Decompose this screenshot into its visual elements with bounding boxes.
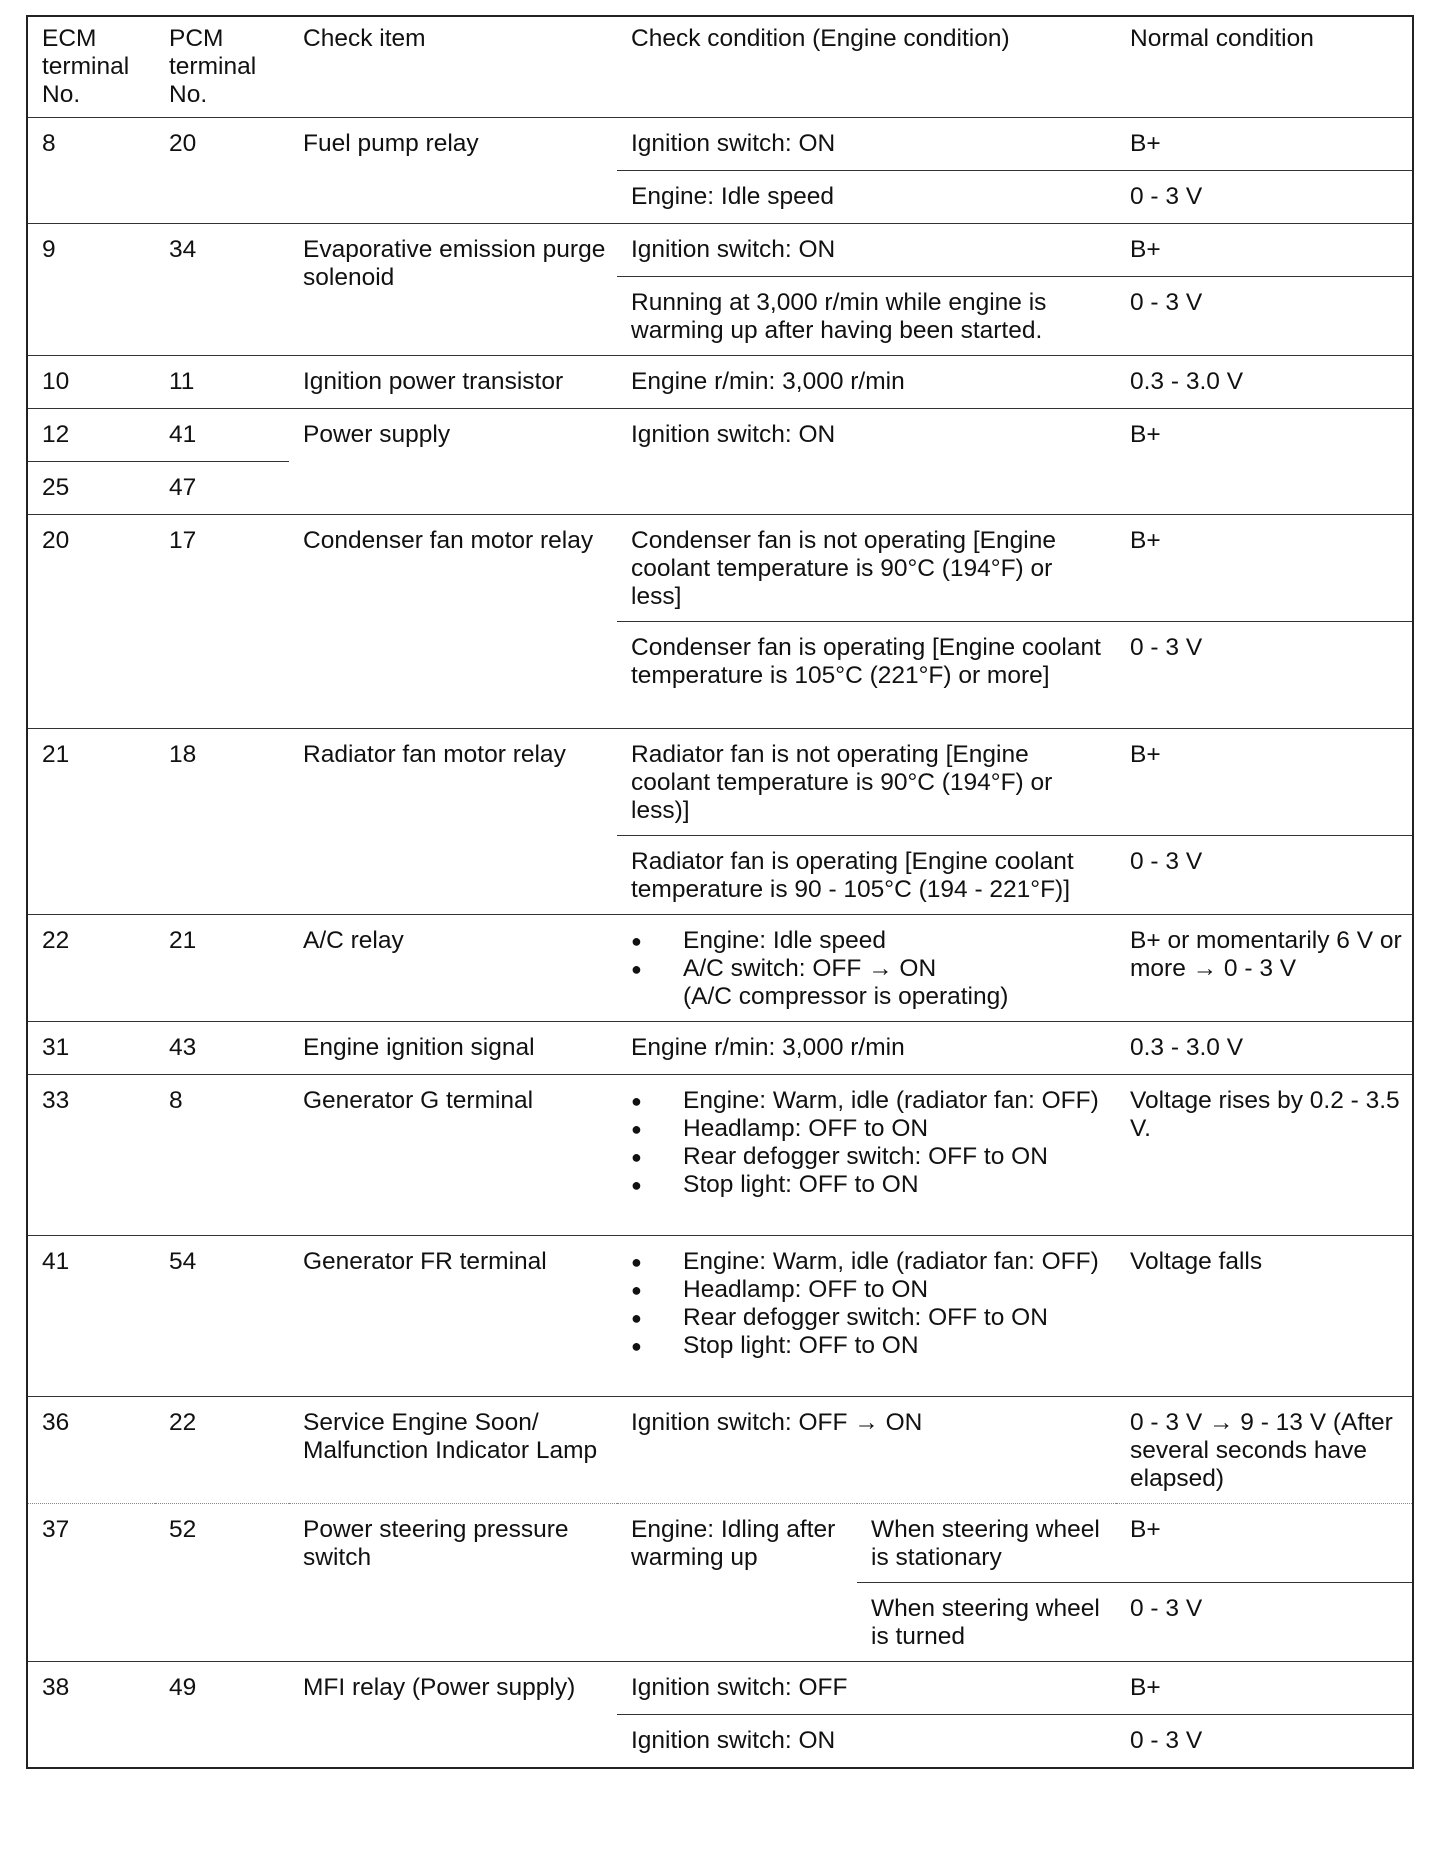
header-row [27, 16, 1413, 118]
condition-bullet-list [631, 927, 1106, 1011]
check-item: Evaporative emission purge solenoid [289, 224, 617, 356]
normal-condition: Voltage falls [1116, 1236, 1413, 1397]
table-row [27, 1662, 1413, 1715]
check-item: A/C relay [289, 915, 617, 1022]
ecm-terminal: 8 [27, 118, 155, 224]
condition-bullet: ● Headlamp: OFF to ON [631, 1276, 1106, 1304]
check-condition [617, 1075, 1116, 1236]
condition-bullet: ● Rear defogger switch: OFF to ON [631, 1304, 1106, 1332]
pcm-terminal: 41 [155, 409, 289, 462]
check-condition: Engine r/min: 3,000 r/min [617, 356, 1116, 409]
table-row [27, 118, 1413, 171]
ecm-terminal: 9 [27, 224, 155, 356]
table-row [27, 1236, 1413, 1397]
check-condition-main: Engine: Idling after warming up [617, 1504, 857, 1662]
pcm-terminal: 21 [155, 915, 289, 1022]
table-row [27, 729, 1413, 836]
pcm-terminal: 22 [155, 1397, 289, 1504]
condition-bullet [631, 955, 1106, 1011]
normal-condition: 0 - 3 V [1116, 622, 1413, 729]
pcm-terminal: 8 [155, 1075, 289, 1236]
check-condition: Ignition switch: ON [617, 409, 1116, 515]
table-row [27, 1075, 1413, 1236]
check-condition: Ignition switch: ON [617, 224, 1116, 277]
table-row [27, 915, 1413, 1022]
check-condition: Ignition switch: OFF → ON [617, 1397, 1116, 1504]
pcm-terminal: 49 [155, 1662, 289, 1769]
check-item: Generator FR terminal [289, 1236, 617, 1397]
ecm-terminal: 21 [27, 729, 155, 915]
pcm-terminal: 54 [155, 1236, 289, 1397]
header-pcm: PCM terminal No. [155, 16, 289, 118]
condition-bullet: ● Rear defogger switch: OFF to ON [631, 1143, 1106, 1171]
header-ecm: ECM terminal No. [27, 16, 155, 118]
normal-condition: B+ [1116, 515, 1413, 622]
pcm-terminal: 34 [155, 224, 289, 356]
check-item: Engine ignition signal [289, 1022, 617, 1075]
condition-bullet: ● Stop light: OFF to ON [631, 1332, 1106, 1360]
normal-condition: 0 - 3 V [1116, 1583, 1413, 1662]
check-condition: Ignition switch: OFF [617, 1662, 1116, 1715]
table-row [27, 1397, 1413, 1504]
check-item: Power steering pressure switch [289, 1504, 617, 1662]
ecm-terminal: 31 [27, 1022, 155, 1075]
normal-condition: 0 - 3 V [1116, 836, 1413, 915]
normal-condition: 0 - 3 V [1116, 171, 1413, 224]
normal-condition: B+ [1116, 118, 1413, 171]
terminal-check-table-page [26, 15, 1412, 1769]
normal-condition: B+ [1116, 409, 1413, 515]
condition-bullet: ● Engine: Warm, idle (radiator fan: OFF) [631, 1248, 1106, 1276]
terminal-check-table [26, 15, 1414, 1769]
pcm-terminal: 43 [155, 1022, 289, 1075]
normal-condition: Voltage rises by 0.2 - 3.5 V. [1116, 1075, 1413, 1236]
check-condition [617, 1236, 1116, 1397]
normal-condition: B+ [1116, 224, 1413, 277]
check-condition: Engine r/min: 3,000 r/min [617, 1022, 1116, 1075]
bullet-text: A/C switch: OFF → ON [683, 955, 937, 982]
header-check-condition: Check condition (Engine condition) [617, 16, 1116, 118]
check-condition: Condenser fan is operating [Engine coolant temperature is 105°C (221°F) or more] [617, 622, 1116, 729]
ecm-terminal: 22 [27, 915, 155, 1022]
table-row [27, 1504, 1413, 1583]
check-condition: Engine: Idle speed [617, 171, 1116, 224]
condition-bullet: ● Headlamp: OFF to ON [631, 1115, 1106, 1143]
normal-condition: B+ [1116, 1504, 1413, 1583]
check-condition [617, 915, 1116, 1022]
ecm-terminal: 36 [27, 1397, 155, 1504]
check-condition-sub: When steering wheel is turned [857, 1583, 1116, 1662]
check-item: Power supply [289, 409, 617, 515]
table-row [27, 224, 1413, 277]
header-normal-condition: Normal condition [1116, 16, 1413, 118]
table-row [27, 1022, 1413, 1075]
pcm-terminal: 17 [155, 515, 289, 729]
ecm-terminal: 10 [27, 356, 155, 409]
pcm-terminal: 18 [155, 729, 289, 915]
normal-condition: 0 - 3 V [1116, 277, 1413, 356]
normal-condition: B+ or momentarily 6 V or more → 0 - 3 V [1116, 915, 1413, 1022]
normal-condition: B+ [1116, 729, 1413, 836]
ecm-terminal: 12 [27, 409, 155, 462]
pcm-terminal: 52 [155, 1504, 289, 1662]
condition-bullet: ● Engine: Warm, idle (radiator fan: OFF) [631, 1087, 1106, 1115]
normal-condition: B+ [1116, 1662, 1413, 1715]
ecm-terminal: 38 [27, 1662, 155, 1769]
normal-condition: 0.3 - 3.0 V [1116, 1022, 1413, 1075]
check-condition-sub: When steering wheel is stationary [857, 1504, 1116, 1583]
condition-bullet-list [631, 1087, 1106, 1199]
ecm-terminal: 25 [27, 462, 155, 515]
table-row [27, 515, 1413, 622]
table-row [27, 356, 1413, 409]
bullet-note: (A/C compressor is operating) [683, 983, 1009, 1010]
check-condition: Ignition switch: ON [617, 118, 1116, 171]
pcm-terminal: 47 [155, 462, 289, 515]
normal-condition: 0.3 - 3.0 V [1116, 356, 1413, 409]
check-condition: Running at 3,000 r/min while engine is warming up after having been started. [617, 277, 1116, 356]
ecm-terminal: 20 [27, 515, 155, 729]
check-item: MFI relay (Power supply) [289, 1662, 617, 1769]
pcm-terminal: 11 [155, 356, 289, 409]
check-item: Radiator fan motor relay [289, 729, 617, 915]
normal-condition: 0 - 3 V → 9 - 13 V (After several seconds have elapsed) [1116, 1397, 1413, 1504]
ecm-terminal: 33 [27, 1075, 155, 1236]
condition-bullet-list [631, 1248, 1106, 1360]
check-item: Condenser fan motor relay [289, 515, 617, 729]
condition-bullet: ● Engine: Idle speed [631, 927, 1106, 955]
condition-bullet: ● Stop light: OFF to ON [631, 1171, 1106, 1199]
ecm-terminal: 37 [27, 1504, 155, 1662]
check-item: Fuel pump relay [289, 118, 617, 224]
check-condition: Radiator fan is not operating [Engine coolant temperature is 90°C (194°F) or less)] [617, 729, 1116, 836]
check-condition: Ignition switch: ON [617, 1715, 1116, 1769]
check-item: Generator G terminal [289, 1075, 617, 1236]
check-condition: Radiator fan is operating [Engine coolant temperature is 90 - 105°C (194 - 221°F)] [617, 836, 1116, 915]
pcm-terminal: 20 [155, 118, 289, 224]
normal-condition: 0 - 3 V [1116, 1715, 1413, 1769]
ecm-terminal: 41 [27, 1236, 155, 1397]
check-condition: Condenser fan is not operating [Engine coolant temperature is 90°C (194°F) or less] [617, 515, 1116, 622]
check-item: Service Engine Soon/ Malfunction Indicator Lamp [289, 1397, 617, 1504]
check-item: Ignition power transistor [289, 356, 617, 409]
header-check-item: Check item [289, 16, 617, 118]
table-row [27, 409, 1413, 462]
